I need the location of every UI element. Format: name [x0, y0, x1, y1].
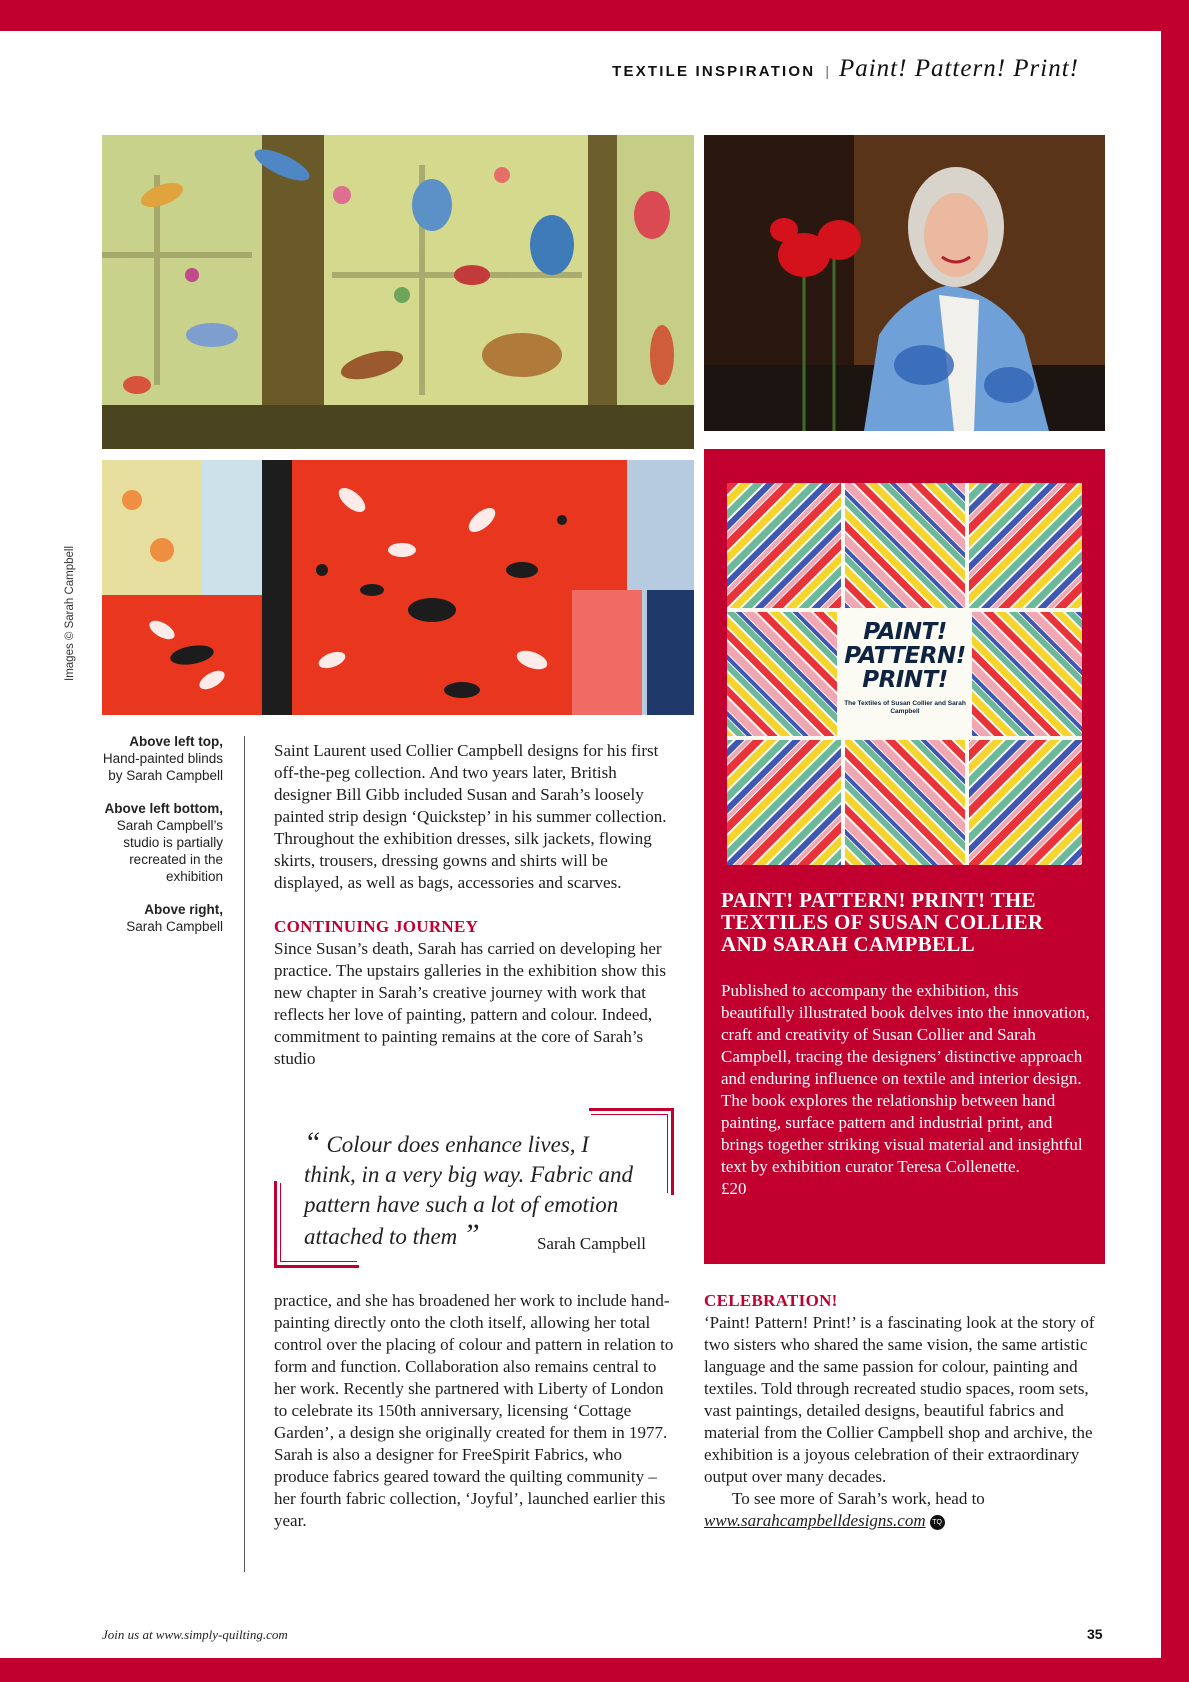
quote-attribution: Sarah Campbell: [536, 1234, 646, 1253]
photo-credit: Images © Sarah Campbell: [64, 545, 76, 681]
article-column-bottom: [274, 1290, 674, 1532]
closing-text: To see more of Sarah’s work, head to: [732, 1489, 985, 1508]
book-feature-box: [704, 449, 1105, 1264]
end-mark-icon: TQ: [930, 1515, 945, 1530]
header-title: Paint! Pattern! Print!: [838, 55, 1079, 82]
page-number: 35: [1087, 1626, 1103, 1642]
caption-heading: Above left bottom,: [104, 801, 223, 816]
book-box-body: [721, 980, 1093, 1200]
section-label: TEXTILE INSPIRATION: [612, 63, 816, 80]
caption-above-right: [90, 901, 223, 935]
continuing-journey-heading: CONTINUING JOURNEY: [274, 917, 479, 936]
book-cover-title-panel: [841, 608, 969, 740]
book-box-title: PAINT! PATTERN! PRINT! THE TEXTILES OF SUSAN COLLIER AND SARAH CAMPBELL: [721, 888, 1044, 956]
page-header: [612, 55, 1079, 83]
article-column-right: [704, 1290, 1106, 1532]
quote-body: Colour does enhance lives, I think, in a very big way. Fabric and pattern have such a lot of emotion attached to them: [304, 1132, 633, 1249]
caption-text: Hand-painted blinds by Sarah Campbell: [102, 751, 223, 783]
article-intro: Saint Laurent used Collier Campbell designs for his first off-the-peg collection. And two years later, British designer Bill Gibb included Susan and Sarah’s loosely painted strip design ‘Quickstep’ in his summer collection. Throughout the exhibition dresses, silk jackets, flowing skirts, trousers, dressing gowns and shirts will be displayed, as well as bags, accessories and scarves.: [274, 741, 667, 892]
book-cover-subtitle: The Textiles of Susan Collier and Sarah Campbell: [844, 700, 966, 715]
caption-text: Sarah Campbell: [126, 919, 223, 934]
caption-above-left-bottom: [90, 800, 223, 885]
pull-quote: [274, 1108, 674, 1268]
header-separator: |: [825, 63, 829, 79]
column-divider: [244, 736, 245, 1572]
photo-sarah-campbell: [704, 135, 1105, 431]
celebration-text: ‘Paint! Pattern! Print!’ is a fascinating look at the story of two sisters who shared the same vision, the same artistic language and the same passion for colour, painting and textiles. Told through recreated studio spaces, room sets, vast paintings, detailed designs, beautiful fabrics and material from the Collier Campbell shop and archive, the exhibition is a joyous celebration of their extraordinary output over many decades.: [704, 1313, 1095, 1486]
caption-text: Sarah Campbell’s studio is partially recreated in the exhibition: [116, 818, 223, 884]
book-cover-title: PAINT! PATTERN! PRINT!: [844, 619, 966, 693]
book-cover: [727, 483, 1082, 865]
article-column-top: [274, 740, 674, 1070]
quote-close-mark: ”: [463, 1218, 480, 1251]
book-price: £20: [721, 1179, 747, 1198]
continuing-journey-text: Since Susan’s death, Sarah has carried on developing her practice. The upstairs galleries in the exhibition show this new chapter in Sarah’s creative journey with work that reflects her love of painting, pattern and colour. Indeed, commitment to painting remains at the core of Sarah’s studio: [274, 939, 667, 1068]
celebration-heading: CELEBRATION!: [704, 1291, 838, 1310]
caption-heading: Above right,: [144, 902, 223, 917]
book-description: Published to accompany the exhibition, this beautifully illustrated book delves into the innovation, craft and creativity of Susan Collier and Sarah Campbell, tracing the designers’ distinctive approach and enduring influence on textile and interior design. The book explores the relationship between hand painting, surface pattern and industrial print, and brings together striking visual material and insightful text by exhibition curator Teresa Collenette.: [721, 981, 1090, 1176]
website-link[interactable]: www.sarahcampbelldesigns.com: [704, 1511, 926, 1530]
caption-above-left-top: [90, 733, 223, 784]
photo-painted-blinds: [102, 135, 694, 449]
magazine-page: [0, 31, 1161, 1658]
article-continuation: practice, and she has broadened her work to include hand-painting directly onto the cloth itself, allowing her total control over the placing of colour and pattern in relation to form and function. Collaboration also remains central to her work. Recently she partnered with Liberty of London to celebrate its 150th anniversary, licensing ‘Cottage Garden’, a design she originally created for them in 1977. Sarah is also a designer for FreeSpirit Fabrics, who produce fabrics geared toward the quilting community – her fourth fabric collection, ‘Joyful’, launched earlier this year.: [274, 1291, 674, 1530]
caption-heading: Above left top,: [129, 734, 223, 749]
photo-studio-fabrics: [102, 460, 694, 715]
photo-captions: [90, 733, 223, 951]
footer-website: Join us at www.simply-quilting.com: [102, 1627, 288, 1642]
quote-open-mark: “: [304, 1126, 321, 1159]
